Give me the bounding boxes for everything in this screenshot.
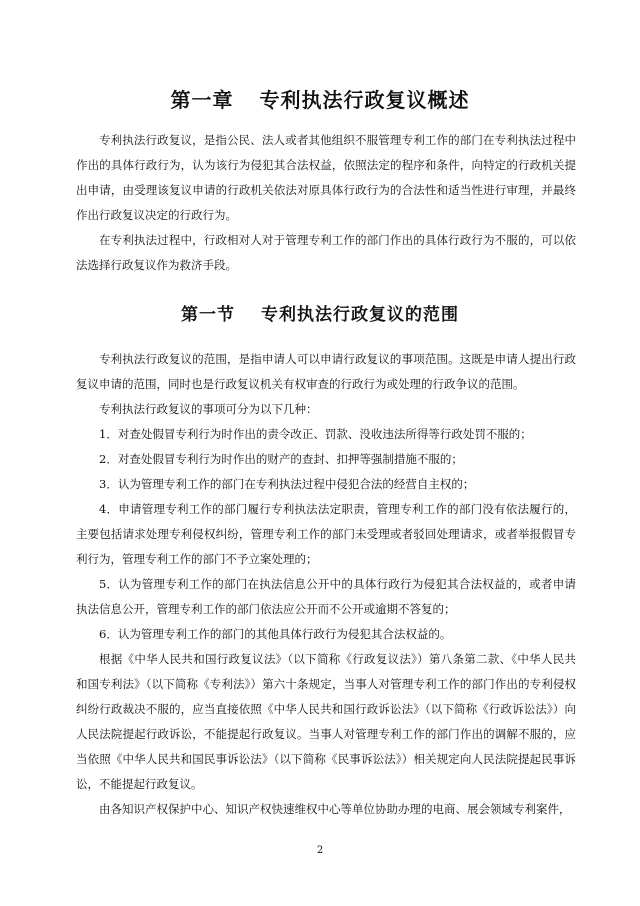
section-name: 专利执法行政复议的范围 <box>261 305 459 325</box>
list-item: 2．对查处假冒专利行为时作出的财产的查封、扣押等强制措施不服的； <box>99 452 463 466</box>
list-item: 5．认为管理专利工作的部门在执法信息公开中的具体行政行为侵犯其合法权益的，或者申请执法信息公开，管理专利工作的部门依法应公开而不公开或逾期不答复的； <box>76 577 576 616</box>
chapter-name: 专利执法行政复议概述 <box>259 88 470 112</box>
paragraph: 专利执法行政复议的事项可分为以下几种： <box>99 402 318 416</box>
paragraph: 在专利执法过程中，行政相对人对于管理专利工作的部门作出的具体行政行为不服的，可以依法选择行政复议作为救济手段。 <box>76 233 576 272</box>
list-item: 3．认为管理专利工作的部门在专利执法过程中侵犯合法的经营自主权的； <box>99 477 475 491</box>
section-text <box>76 347 576 822</box>
intro-text <box>76 128 576 278</box>
paragraph: 专利执法行政复议，是指公民、法人或者其他组织不服管理专利工作的部门在专利执法过程中作出的具体行政行为，认为该行为侵犯其合法权益，依照法定的程序和条件，向特定的行政机关提出申请，由受理该复议申请的行政机关依法对原具体行政行为的合法性和适当性进行审理，并最终作出行政复议决定的行政行为。 <box>76 133 576 222</box>
section-title <box>0 300 640 325</box>
list-item: 4．申请管理专利工作的部门履行专利执法法定职责，管理专利工作的部门没有依法履行的，主要包括请求处理专利侵权纠纷，管理专利工作的部门未受理或者驳回处理请求，或者举报假冒专利行为，管理专利工作的部门不予立案处理的； <box>76 502 576 566</box>
paragraph: 根据《中华人民共和国行政复议法》（以下简称《行政复议法》）第八条第二款、《中华人民共和国专利法》（以下简称《专利法》）第六十条规定，当事人对管理专利工作的部门作出的专利侵权纠纷行政裁决不服的，应当直接依照《中华人民共和国行政诉讼法》（以下简称《行政诉讼法》）向人民法院提起行政诉讼，不能提起行政复议。当事人对管理专利工作的部门作出的调解不服的，应当依照《中华人民共和国民事诉讼法》（以下简称《民事诉讼法》）相关规定向人民法院提起民事诉讼，不能提起行政复议。 <box>76 652 576 791</box>
page-number: 2 <box>316 845 324 856</box>
list-item: 1．对查处假冒专利行为时作出的责令改正、罚款、没收违法所得等行政处罚不服的； <box>99 427 532 441</box>
paragraph: 由各知识产权保护中心、知识产权快速维权中心等单位协助办理的电商、展会领域专利案件， <box>99 802 571 816</box>
list-item: 6．认为管理专利工作的部门的其他具体行政行为侵犯其合法权益的。 <box>99 627 452 641</box>
paragraph: 专利执法行政复议的范围，是指申请人可以申请行政复议的事项范围。这既是申请人提出行政复议申请的范围，同时也是行政复议机关有权审查的行政行为或处理的行政争议的范围。 <box>76 352 576 391</box>
section-number: 第一节 <box>181 305 235 325</box>
chapter-number: 第一章 <box>170 88 234 112</box>
chapter-title <box>0 84 640 113</box>
